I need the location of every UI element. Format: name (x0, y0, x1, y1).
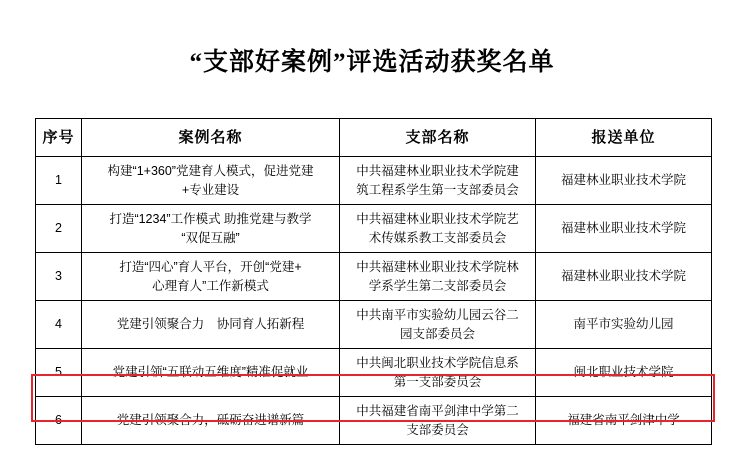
cell-no: 3 (36, 253, 82, 301)
column-header-branch-name: 支部名称 (340, 119, 536, 157)
cell-no: 4 (36, 301, 82, 349)
cell-branch-name-line: 中共闽北职业技术学院信息系 (356, 356, 519, 371)
cell-branch-name-line: 筑工程系学生第一支部委员会 (356, 182, 519, 197)
cell-case-name (82, 157, 340, 205)
table-row (36, 157, 712, 205)
cell-case-name-line: 心理育人”工作新模式 (152, 278, 269, 293)
cell-branch-name-line: 中共福建林业职业技术学院林 (356, 260, 519, 275)
cell-no: 5 (36, 349, 82, 397)
cell-case-name-line: 党建引领“五联动五维度”精准促就业 (112, 365, 309, 380)
cell-branch-name-line: 第一支部委员会 (393, 374, 482, 389)
cell-case-name (82, 301, 340, 349)
cell-submitting-unit: 福建林业职业技术学院 (536, 253, 712, 301)
table-row (36, 397, 712, 445)
cell-case-name-line: “双促互融” (181, 230, 240, 245)
table-header (36, 119, 712, 157)
cell-submitting-unit: 福建林业职业技术学院 (536, 157, 712, 205)
table-header-row (36, 119, 712, 157)
column-header-submitting-unit: 报送单位 (536, 119, 712, 157)
cell-case-name (82, 205, 340, 253)
cell-case-name-line: +专业建设 (181, 182, 240, 197)
cell-branch-name-line: 中共福建林业职业技术学院建 (356, 164, 519, 179)
table-row-highlighted (36, 349, 712, 397)
cell-branch-name (340, 205, 536, 253)
cell-submitting-unit: 福建省南平剑津中学 (536, 397, 712, 445)
cell-no: 1 (36, 157, 82, 205)
cell-branch-name-line: 中共福建林业职业技术学院艺 (356, 212, 519, 227)
cell-branch-name (340, 397, 536, 445)
cell-branch-name (340, 253, 536, 301)
cell-branch-name-line: 学系学生第二支部委员会 (368, 278, 507, 293)
award-table-container (35, 118, 711, 445)
cell-case-name-line: 打造“1234”工作模式 助推党建与教学 (109, 212, 312, 227)
cell-branch-name-line: 园支部委员会 (399, 326, 475, 341)
cell-case-name (82, 253, 340, 301)
table-body (36, 157, 712, 445)
cell-submitting-unit: 闽北职业技术学院 (536, 349, 712, 397)
column-header-case-name: 案例名称 (82, 119, 340, 157)
table-row (36, 301, 712, 349)
cell-case-name (82, 397, 340, 445)
cell-branch-name (340, 349, 536, 397)
cell-branch-name (340, 301, 536, 349)
cell-case-name (82, 349, 340, 397)
cell-no: 6 (36, 397, 82, 445)
cell-branch-name-line: 中共福建省南平剑津中学第二 (356, 404, 519, 419)
cell-branch-name-line: 支部委员会 (406, 422, 469, 437)
cell-case-name-line: 构建“1+360”党建育人模式，促进党建 (107, 164, 314, 179)
cell-case-name-line: 党建引领聚合力，砥砺奋进谱新篇 (116, 413, 305, 428)
table-row (36, 253, 712, 301)
cell-branch-name-line: 术传媒系教工支部委员会 (368, 230, 507, 245)
column-header-no: 序号 (36, 119, 82, 157)
cell-case-name-line: 党建引领聚合力 协同育人拓新程 (116, 317, 305, 332)
award-table (35, 118, 712, 445)
cell-branch-name-line: 中共南平市实验幼儿园云谷二 (356, 308, 519, 323)
cell-submitting-unit: 福建林业职业技术学院 (536, 205, 712, 253)
cell-no: 2 (36, 205, 82, 253)
cell-branch-name (340, 157, 536, 205)
page-title: “支部好案例”评选活动获奖名单 (189, 49, 555, 76)
cell-submitting-unit: 南平市实验幼儿园 (536, 301, 712, 349)
cell-case-name-line: 打造“四心”育人平台，开创“党建+ (119, 260, 302, 275)
table-row (36, 205, 712, 253)
